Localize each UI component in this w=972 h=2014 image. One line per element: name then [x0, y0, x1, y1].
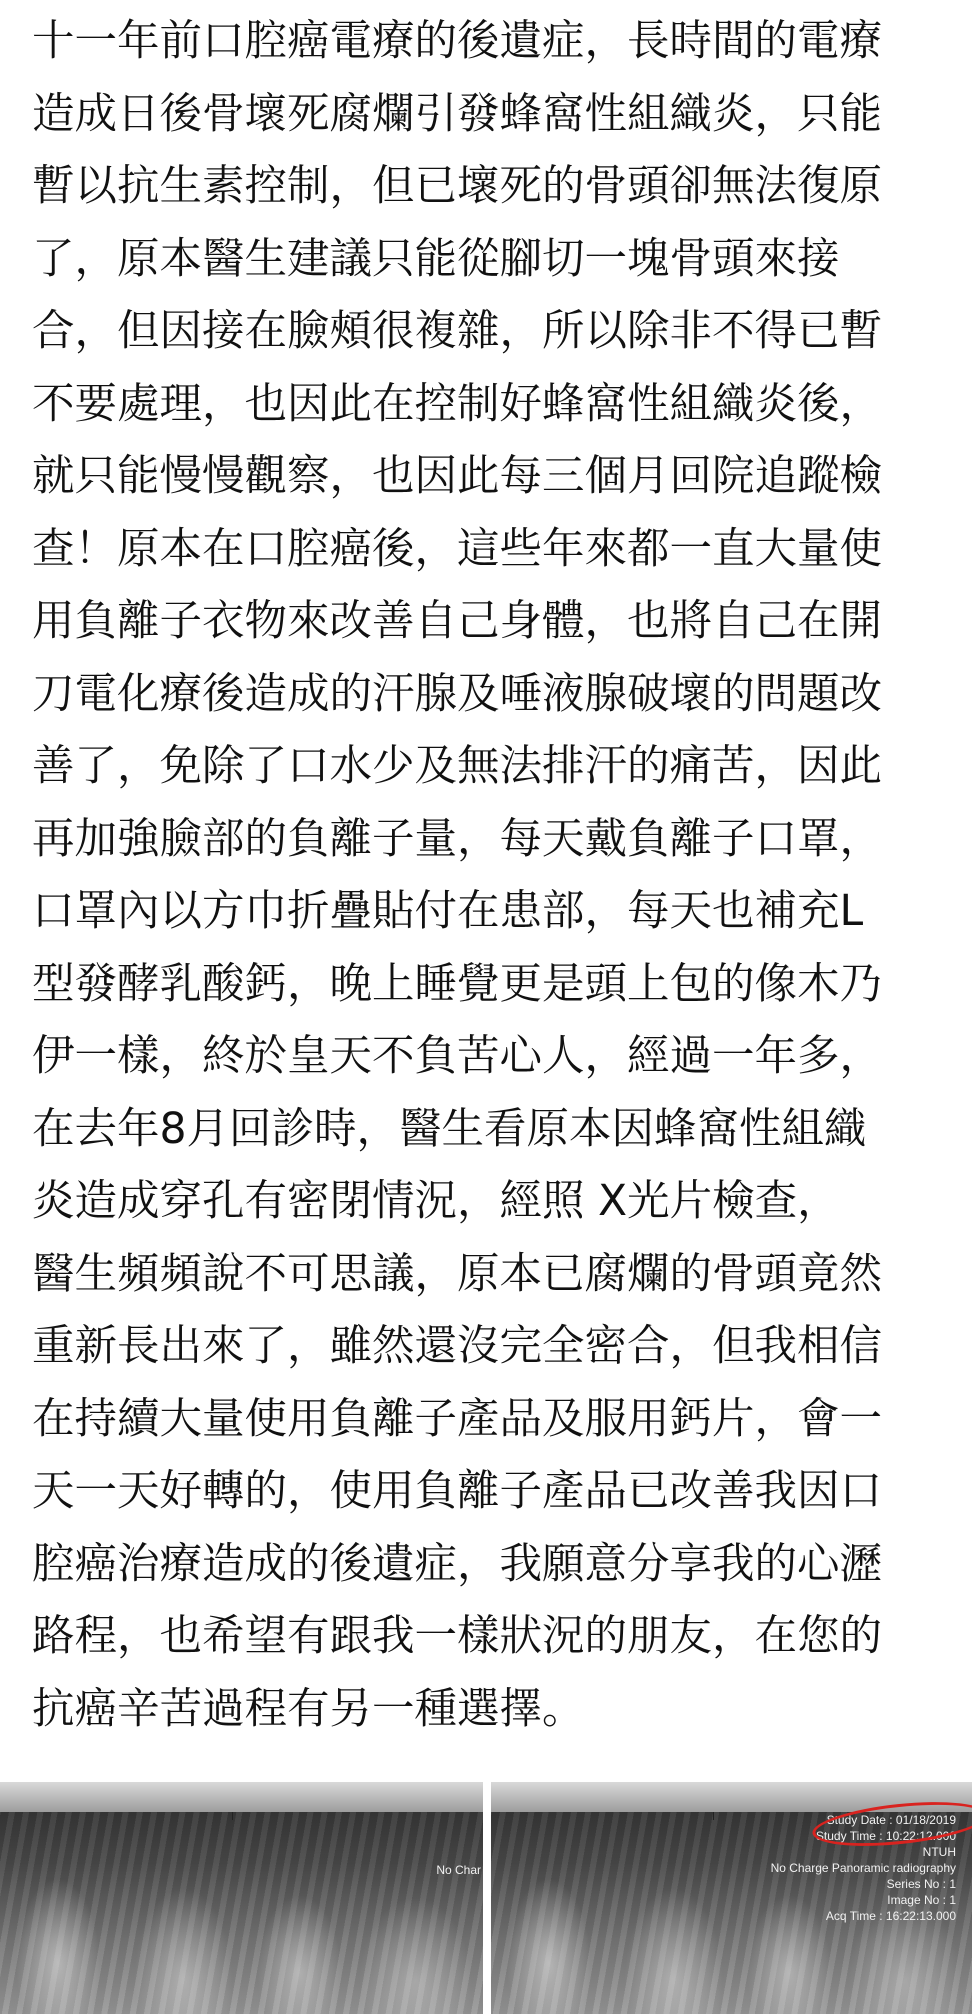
photo-divider [483, 1782, 491, 2014]
xray-viewer-topbar [0, 1782, 483, 1812]
study-date-text: Study Date : 01/18/2019 [826, 1813, 956, 1827]
xray-overlay-label: No Char [436, 1863, 481, 1877]
post-line: 再加強臉部的負離子量，每天戴負離子口罩， [32, 814, 883, 864]
post-line: 了，原本醫生建議只能從腳切一塊骨頭來接 [32, 234, 840, 284]
post-line: 暫以抗生素控制，但已壞死的骨頭卻無法復原 [32, 162, 883, 211]
xray-photo-right[interactable] [491, 1782, 972, 2014]
image-no-text: Image No : 1 [887, 1893, 956, 1907]
post-line: 用負離子衣物來改善自己身體，也將自己在開 [32, 597, 883, 646]
post-line: 十一年前口腔癌電療的後遺症，長時間的電療 [32, 17, 883, 66]
post-line: 型發酵乳酸鈣，晚上睡覺更是頭上包的像木乃 [32, 959, 883, 1009]
post-line: 伊一樣，終於皇天不負苦心人，經過一年多， [32, 1032, 883, 1081]
post-line: 在去年8月回診時，醫生看原本因蜂窩性組織 [32, 1104, 867, 1154]
exam-text: No Charge Panoramic radiography [770, 1861, 956, 1875]
post-line: 路程，也希望有跟我一樣狀況的朋友，在您的 [32, 1612, 883, 1661]
post-line: 造成日後骨壞死腐爛引發蜂窩性組織炎，只能 [32, 89, 883, 139]
xray-photo-strip [0, 1782, 972, 2014]
post-line: 不要處理，也因此在控制好蜂窩性組織炎後， [32, 379, 883, 429]
post-line: 抗癌辛苦過程有另一種選擇。 [32, 1684, 585, 1734]
xray-ruler-tick [713, 1812, 714, 1820]
post-line: 善了，免除了口水少及無法排汗的痛苦，因此 [32, 742, 883, 791]
post-line: 刀電化療後造成的汗腺及唾液腺破壞的問題改 [32, 669, 883, 719]
acq-time-text: Acq Time : 16:22:13.000 [825, 1909, 956, 1923]
series-text: Series No : 1 [886, 1877, 956, 1891]
post-line: 口罩內以方巾折疊貼付在患部，每天也補充L [32, 887, 864, 936]
post-line: 合，但因接在臉頰很複雜，所以除非不得已暫 [32, 307, 883, 356]
post-line: 腔癌治療造成的後遺症，我願意分享我的心瀝 [32, 1539, 883, 1589]
study-time-text: Study Time : 10:22:12.000 [815, 1829, 956, 1843]
xray-photo-left[interactable] [0, 1782, 483, 2014]
post-line: 天一天好轉的，使用負離子產品已改善我因口 [32, 1467, 883, 1516]
post-line: 查！原本在口腔癌後，這些年來都一直大量使 [32, 524, 883, 574]
post-line: 在持續大量使用負離子產品及服用鈣片，會一 [32, 1394, 883, 1444]
hospital-text: NTUH [922, 1845, 956, 1859]
post-text [32, 6, 942, 1746]
xray-ruler-tick [232, 1812, 233, 1820]
post-line: 就只能慢慢觀察，也因此每三個月回院追蹤檢 [32, 452, 883, 501]
post-line: 炎造成穿孔有密閉情況，經照 X光片檢查， [32, 1177, 840, 1226]
post-line: 重新長出來了，雖然還沒完全密合，但我相信 [32, 1322, 883, 1371]
post-line: 醫生頻頻說不可思議，原本已腐爛的骨頭竟然 [32, 1249, 883, 1299]
